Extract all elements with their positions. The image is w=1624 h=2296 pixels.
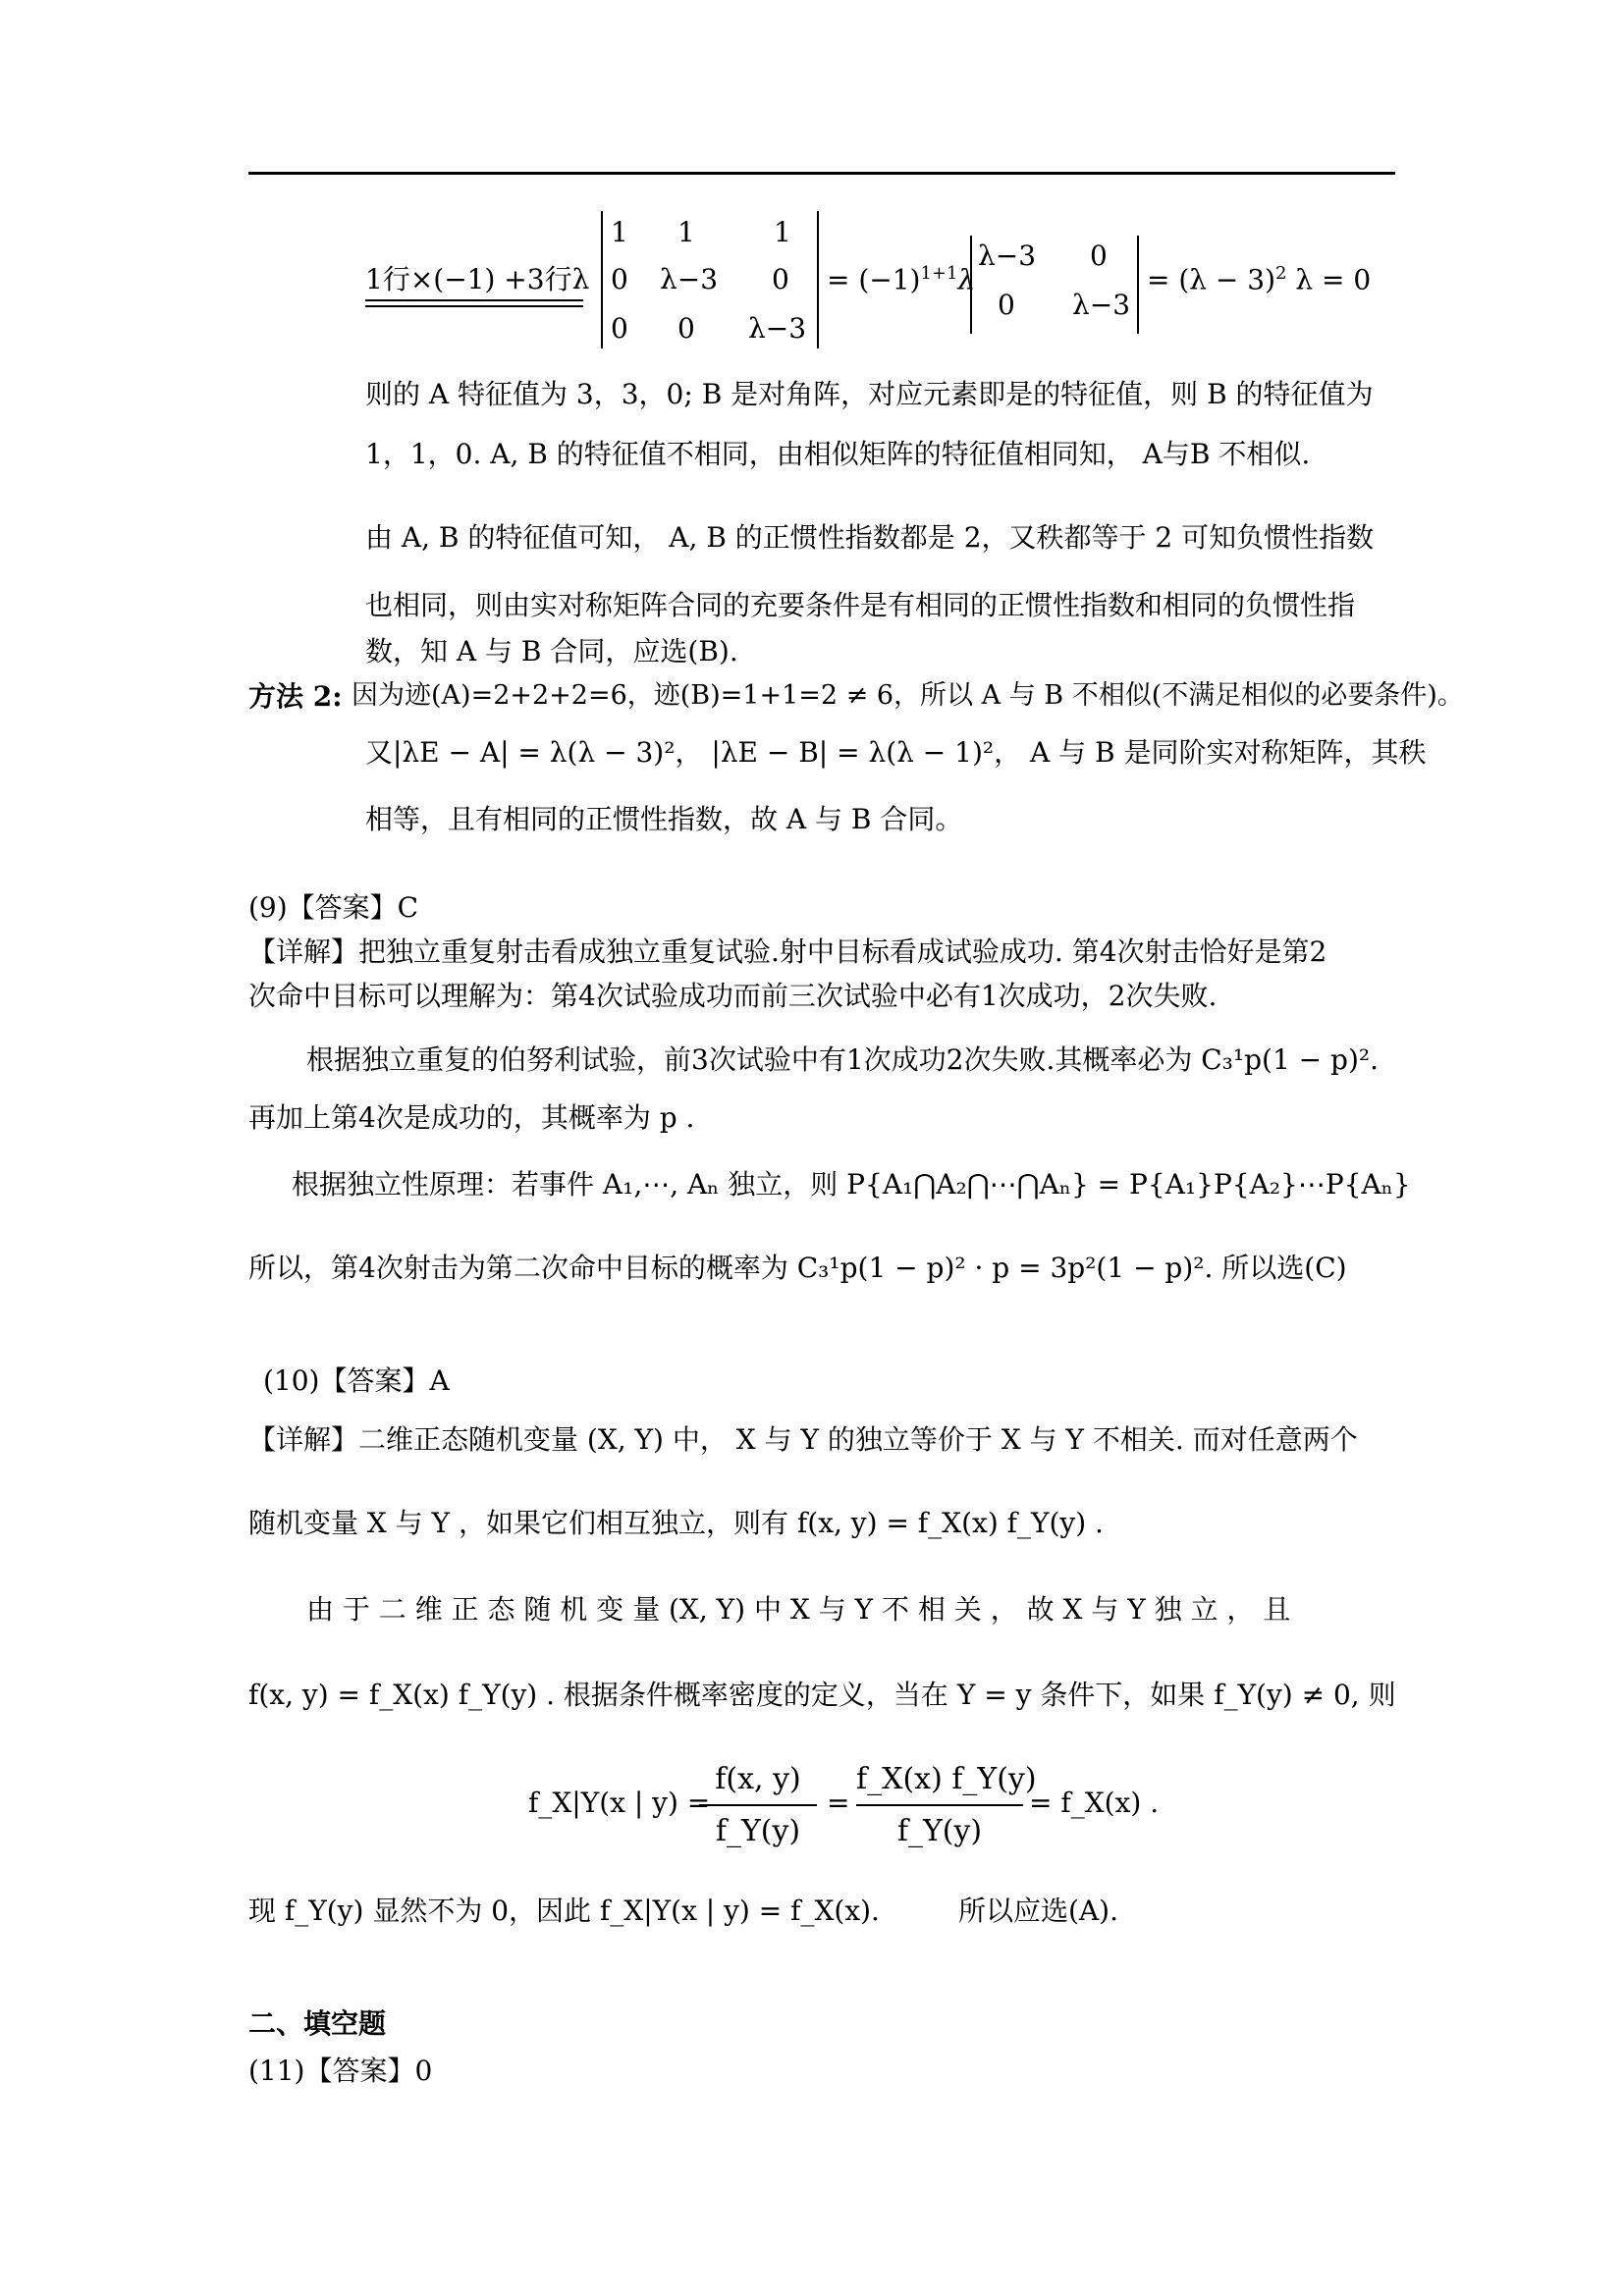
formula-lhs: f_X|Y(x | y) = [528,1787,711,1819]
frac2-line [856,1804,1023,1806]
q9-answer: (9)【答案】C [248,891,419,924]
frac1-den: f_Y(y) [715,1814,801,1848]
frac1-line [699,1804,817,1806]
para-line: 也相同，则由实对称矩阵合同的充要条件是有相同的正惯性指数和相同的负惯性指 [365,589,1356,621]
q9-detail: 再加上第4次是成功的，其概率为 p . [248,1101,695,1134]
q9-detail: 根据独立重复的伯努利试验，前3次试验中有1次成功2次失败.其概率必为 C₃¹p(1 − p)². [306,1043,1380,1076]
det2-left-bar [970,236,972,334]
det2-right-bar [1137,236,1139,334]
m3-cell: λ−3 [660,263,719,295]
method2-line: 又|λE − A| = λ(λ − 3)²， |λE − B| = λ(λ − 1)²， A 与 B 是同阶实对称矩阵，其秩 [365,736,1427,769]
row-op-label: 1行×(−1) +3行λ [365,263,590,295]
q10-conclusion: 所以应选(A). [958,1895,1118,1927]
q10-detail: 随机变量 X 与 Y ，如果它们相互独立，则有 f(x, y) = f_X(x) f_Y(y) . [248,1507,1104,1539]
q10-detail: 由 于 二 维 正 态 随 机 变 量 (X, Y) 中 X 与 Y 不 相 关 ， 故 X 与 Y 独 立 ， 且 [306,1593,1291,1626]
eq1-text: = $(-1)^{1+1}\lambda$ [827,263,976,296]
m3-cell: 1 [611,216,628,248]
q9-detail: 所以，第4次射击为第二次命中目标的概率为 C₃¹p(1 − p)² · p = 3p²(1 − p)². 所以选(C) [248,1252,1347,1284]
para-line: 数，知 A 与 B 合同，应选(B). [365,635,738,667]
m2-cell: 0 [1090,240,1108,272]
formula-rhs: = f_X(x) . [1029,1787,1160,1819]
q10-answer: (10)【答案】A [263,1364,450,1397]
m3-cell: λ−3 [748,312,807,345]
q9-detail: 根据独立性原理：若事件 A₁,⋯, Aₙ 独立，则 P{A₁⋂A₂⋂⋯⋂Aₙ} = P{A₁}P{A₂}⋯P{Aₙ} [292,1168,1411,1201]
q10-detail: f(x, y) = f_X(x) f_Y(y) . 根据条件概率密度的定义，当在 Y = y 条件下，如果 f_Y(y) ≠ 0, 则 [248,1679,1396,1711]
q11-answer: (11)【答案】0 [248,2055,433,2087]
formula-eq: = [827,1787,850,1819]
para-line: 由 A, B 的特征值可知， A, B 的正惯性指数都是 2，又秩都等于 2 可知负惯性指数 [365,521,1375,554]
q9-detail: 【详解】把独立重复射击看成独立重复试验.射中目标看成试验成功. 第4次射击恰好是第2 [248,935,1327,968]
frac1-num: f(x, y) [715,1762,801,1796]
method2-line: 相等，且有相同的正惯性指数，故 A 与 B 合同。 [365,803,963,835]
method2-label: 方法 2: [248,680,343,713]
eq2-text: = $(\lambda - 3)^2$ λ = 0 [1147,263,1372,296]
q10-detail: 现 f_Y(y) 显然不为 0，因此 f_X|Y(x | y) = f_X(x). [248,1895,880,1927]
m3-cell: 0 [611,263,628,295]
frac2-num: f_X(x) f_Y(y) [856,1762,1037,1796]
m3-cell: 0 [677,312,695,345]
det3-left-bar [601,211,603,348]
frac2-den: f_Y(y) [896,1814,983,1848]
method2-line: 因为迹(A)=2+2+2=6，迹(B)=1+1=2 ≠ 6，所以 A 与 B 不相似(不满足相似的必要条件)。 [352,680,1464,711]
m2-cell: λ−3 [1072,289,1131,321]
double-underline-1 [365,299,583,301]
double-underline-2 [365,305,583,307]
m3-cell: 0 [611,312,628,345]
q9-detail: 次命中目标可以理解为：第4次试验成功而前三次试验中必有1次成功，2次失败. [248,980,1218,1012]
q10-detail: 【详解】二维正态随机变量 (X, Y) 中， X 与 Y 的独立等价于 X 与 Y 不相关. 而对任意两个 [248,1423,1358,1456]
m3-cell: 1 [774,216,791,248]
m2-cell: 0 [998,289,1015,321]
m2-cell: λ−3 [978,240,1037,272]
m3-cell: 0 [772,263,789,295]
header-rule [248,172,1395,175]
m3-cell: 1 [677,216,695,248]
para-line: 则的 A 特征值为 3，3，0; B 是对角阵，对应元素即是的特征值，则 B 的特征值为 [365,378,1374,410]
section-title: 二、填空题 [248,2007,387,2040]
para-line: 1，1，0. A, B 的特征值不相同，由相似矩阵的特征值相同知， A与B 不相似. [365,438,1311,470]
det3-right-bar [817,211,819,348]
